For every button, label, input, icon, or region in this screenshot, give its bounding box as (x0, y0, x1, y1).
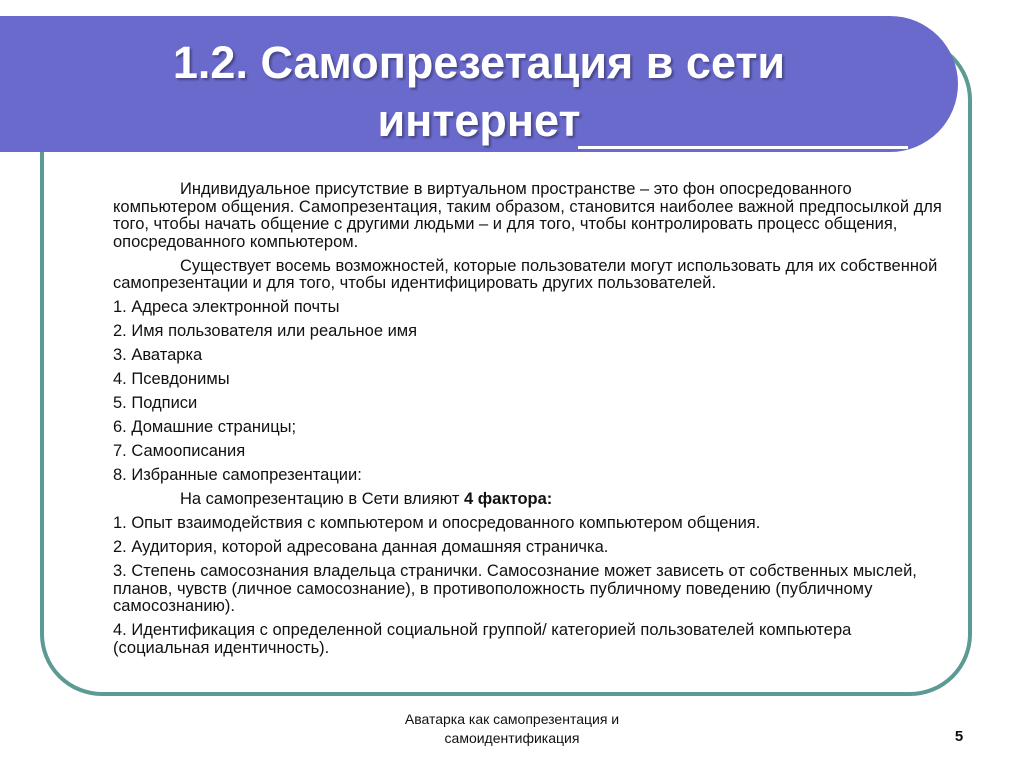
list-item: 1. Опыт взаимодействия с компьютером и опосредованного компьютером общения. (113, 514, 761, 532)
slide-title (0, 34, 958, 150)
intro-paragraph: Индивидуальное присутствие в виртуальном пространстве – это фон опосредованного компьютером общения. Самопрезентация, таким образом, становится наиболее важной предпосылкой для того, чтобы начать общение с другими людьми – и для того, чтобы контролировать процесс общения, опосредованного компьютером. (113, 180, 942, 251)
title-band (0, 16, 958, 152)
list-item: 7. Самоописания (113, 442, 246, 460)
factors-list (113, 515, 943, 657)
slide-footer (362, 710, 662, 748)
possibilities-list (113, 299, 943, 485)
list-item: 3. Степень самосознания владельца странички. Самосознание может зависеть от собственных мыслей, планов, чувств (личное самосознание), в противоположность публичному поведению (публичному самосознанию). (113, 562, 917, 615)
footer-line1: Аватарка как самопрезентация и (404, 711, 620, 727)
list-item: 5. Подписи (113, 394, 198, 412)
factors-intro (113, 491, 943, 509)
list-item: 3. Аватарка (113, 346, 203, 364)
slide-title-line2: интернет (377, 95, 581, 146)
list-item: 2. Аудитория, которой адресована данная домашняя страничка. (113, 538, 609, 556)
slide-body (113, 181, 943, 664)
list-item: 4. Идентификация с определенной социальной группой/ категорией пользователей компьютера (социальная идентичность). (113, 621, 852, 657)
list-item: 2. Имя пользователя или реальное имя (113, 322, 418, 340)
list-item: 1. Адреса электронной почты (113, 298, 340, 316)
footer-line2: самоидентификация (444, 730, 580, 746)
factors-intro-text: На самопрезентацию в Сети влияют (180, 490, 464, 508)
slide-title-line1: 1.2. Самопрезетация в сети (172, 37, 786, 88)
possibilities-paragraph: Существует восемь возможностей, которые пользователи могут использовать для их собственной самопрезентации и для того, чтобы идентифицировать других пользователей. (113, 256, 938, 292)
title-underline (578, 146, 908, 149)
list-item: 6. Домашние страницы; (113, 418, 297, 436)
factors-intro-bold: 4 фактора: (463, 490, 553, 508)
list-item: 8. Избранные самопрезентации: (113, 466, 362, 484)
page-number: 5 (954, 728, 964, 745)
list-item: 4. Псевдонимы (113, 370, 230, 388)
